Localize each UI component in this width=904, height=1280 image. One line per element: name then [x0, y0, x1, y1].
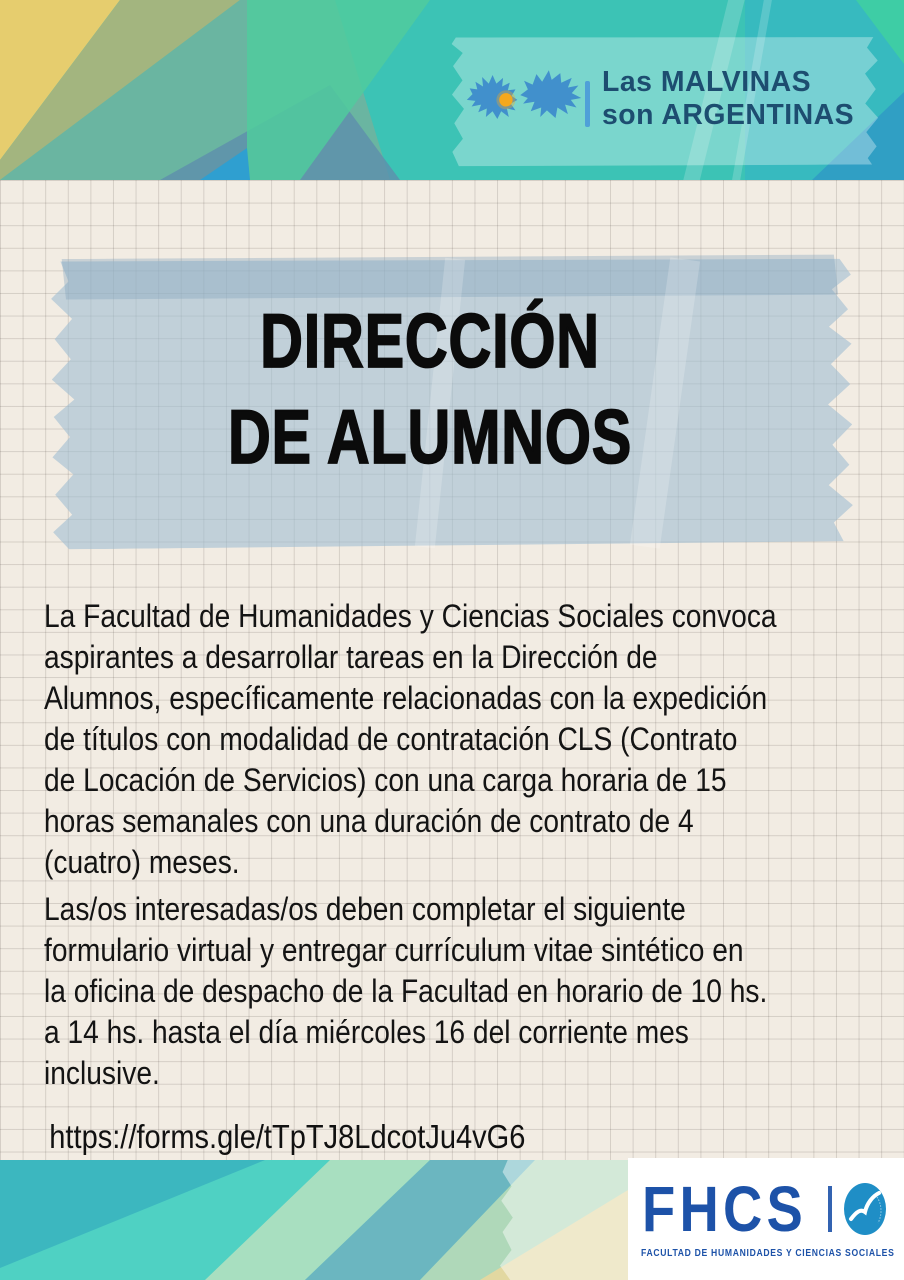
- slogan-line-1: Las MALVINAS: [602, 66, 812, 98]
- washi-tape-bottom: [500, 1160, 628, 1280]
- malvinas-islands-icon: [463, 62, 587, 132]
- text-line: formulario virtual y entregar currículum vitae sintético en: [44, 932, 744, 968]
- slogan-line-2: son ARGENTINAS: [602, 99, 855, 131]
- body-paragraph-1: [44, 596, 889, 883]
- albatross-university-seal-icon: [844, 1183, 886, 1235]
- text-line: inclusive.: [44, 1055, 160, 1091]
- text-line: (cuatro) meses.: [44, 844, 240, 880]
- text-line: de Locación de Servicios) con una carga horaria de 15: [44, 762, 727, 798]
- text-line: La Facultad de Humanidades y Ciencias Sociales convoca: [44, 598, 777, 634]
- faculty-name: FACULTAD DE HUMANIDADES Y CIENCIAS SOCIALES: [641, 1248, 895, 1259]
- fhcs-acronym: FHCS: [642, 1173, 808, 1245]
- text-line: a 14 hs. hasta el día miércoles 16 del corriente mes: [44, 1014, 689, 1050]
- east-island: [520, 70, 581, 118]
- text-line: de títulos con modalidad de contratación CLS (Contrato: [44, 721, 738, 757]
- text-line: Las/os interesadas/os deben completar el siguiente: [44, 891, 686, 927]
- body-paragraph-2: [44, 889, 889, 1094]
- sun-icon: [499, 93, 512, 106]
- fhcs-separator-bar: [828, 1186, 832, 1232]
- announcement-text: [44, 596, 889, 1157]
- text-line: aspirantes a desarrollar tareas en la Dirección de: [44, 639, 658, 675]
- title-line-2: DE ALUMNOS: [227, 395, 633, 480]
- page-title: [52, 294, 852, 486]
- logo-separator-bar: [585, 81, 590, 127]
- text-line: Alumnos, específicamente relacionadas con la expedición: [44, 680, 768, 716]
- malvinas-slogan: [602, 66, 854, 132]
- text-line: la oficina de despacho de la Facultad en horario de 10 hs.: [44, 973, 768, 1009]
- text-line: horas semanales con una duración de contrato de 4: [44, 803, 694, 839]
- title-line-1: DIRECCIÓN: [260, 299, 600, 384]
- top-banner: [0, 0, 904, 180]
- form-link[interactable]: https://forms.gle/tTpTJ8LdcotJu4vG6: [49, 1118, 526, 1155]
- fhcs-logo-card: [628, 1158, 904, 1280]
- fhcs-logo-row: [628, 1158, 904, 1245]
